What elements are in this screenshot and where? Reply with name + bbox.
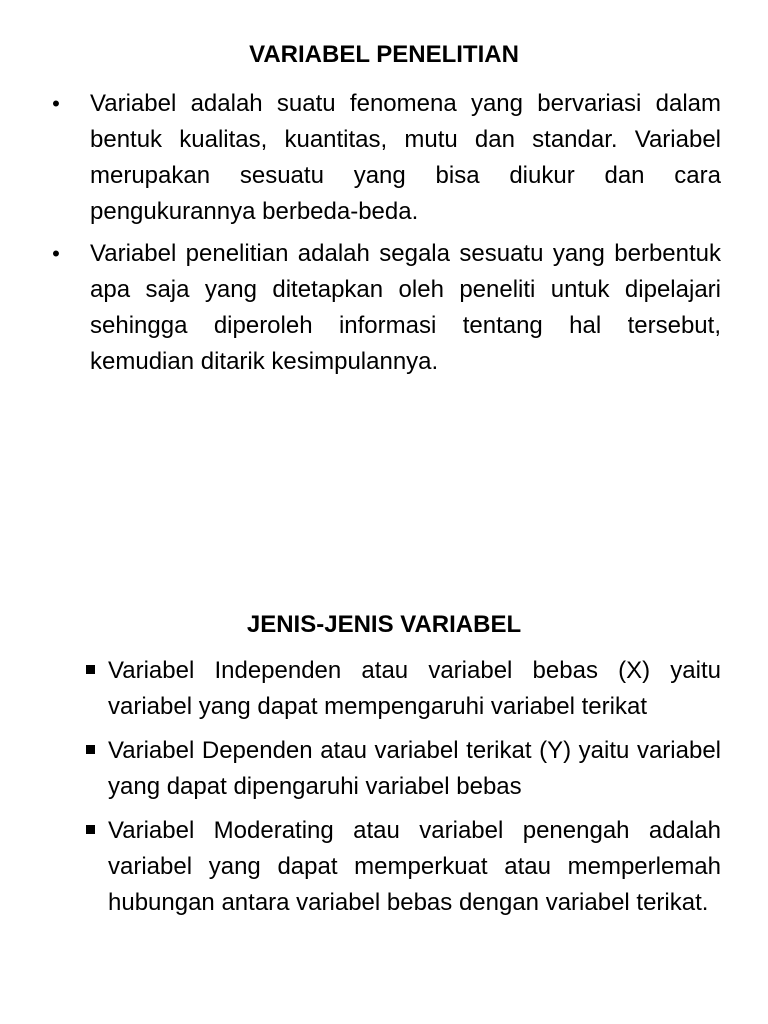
jenis-variabel-list (108, 653, 721, 929)
round-bullet-icon: • (52, 241, 60, 266)
list-item (108, 813, 721, 921)
list-item-text: Variabel Independen atau variabel bebas (X) yaitu variabel yang dapat mempengaruhi variabel terikat (108, 657, 721, 720)
list-item (52, 236, 721, 380)
square-bullet-icon (86, 745, 95, 754)
list-item (108, 653, 721, 725)
list-item (108, 733, 721, 805)
list-item (52, 86, 721, 230)
list-item-text: Variabel Dependen atau variabel terikat (Y) yaitu variabel yang dapat dipengaruhi variabel bebas (108, 737, 721, 800)
variabel-penelitian-list (52, 86, 721, 386)
square-bullet-icon (86, 825, 95, 834)
round-bullet-icon: • (52, 91, 60, 116)
section-title-variabel-penelitian: VARIABEL PENELITIAN (249, 41, 519, 68)
list-item-text: Variabel Moderating atau variabel penengah adalah variabel yang dapat memperkuat atau memperlemah hubungan antara variabel bebas dengan variabel terikat. (108, 817, 721, 916)
list-item-text: Variabel penelitian adalah segala sesuatu yang berbentuk apa saja yang ditetapkan oleh peneliti untuk dipelajari sehingga diperoleh informasi tentang hal tersebut, kemudian ditarik kesimpulannya. (90, 240, 721, 375)
section-title-jenis-jenis-variabel: JENIS-JENIS VARIABEL (246, 611, 522, 638)
list-item-text: Variabel adalah suatu fenomena yang bervariasi dalam bentuk kualitas, kuantitas, mutu dan standar. Variabel merupakan sesuatu yang bisa diukur dan cara pengukurannya berbeda-beda. (90, 90, 721, 225)
square-bullet-icon (86, 665, 95, 674)
